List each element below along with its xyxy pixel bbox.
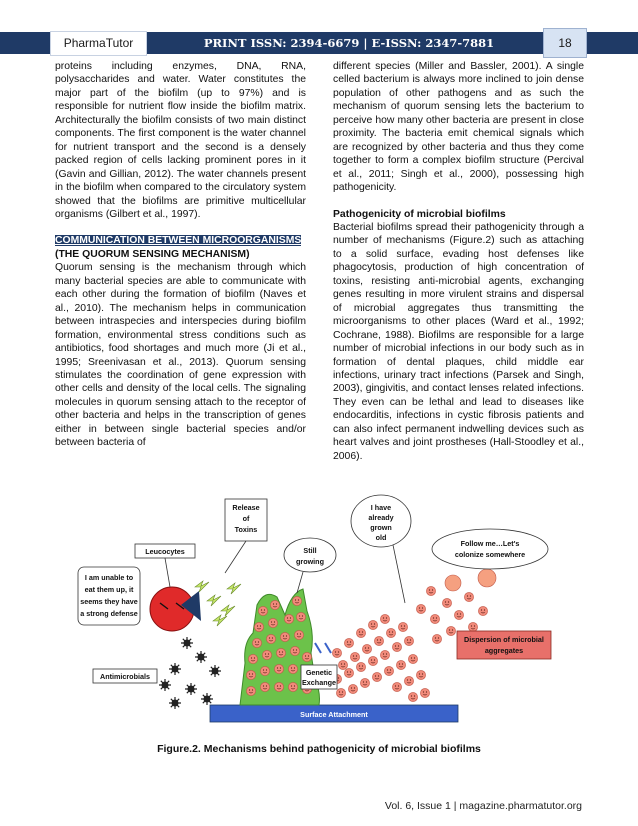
callout-leucocytes-label: Leucocytes bbox=[145, 547, 185, 556]
grown-old-line1: I have bbox=[370, 503, 392, 512]
still-growing-line2: growing bbox=[296, 557, 324, 566]
old-bacterium bbox=[445, 575, 461, 591]
left-paragraph-2: Quorum sensing is the mechanism through which many bacterial species are able to communicate with each other during the formation of biofilm (Naves et al., 2010). The mechanism helps in communication between intraspecies and interspecies during biofilm formation, environmental stress conditions such as antibiotics, food shortages and much more (Ji et al., 1995; Sreenivasan et al., 2013). Quorum sensing stimulates the coordination of gene expression with other cells and density of the local cells. The signaling molecules in quorum sensing attach to the receptor of other bacteria and helps in the transcription of genes either in between single bacterial species and/or between bacteria of bbox=[55, 262, 306, 449]
figure-caption: Figure.2. Mechanisms behind pathogenicity of microbial biofilms bbox=[157, 743, 481, 755]
section-heading-pathogenicity: Pathogenicity of microbial biofilms bbox=[333, 208, 506, 220]
right-column bbox=[333, 60, 584, 463]
grown-old-line4: old bbox=[375, 533, 387, 542]
callout-release-line2: of bbox=[242, 514, 250, 523]
speech-line1: I am unable to bbox=[84, 573, 134, 582]
speech-line2: eat them up, it bbox=[84, 585, 134, 594]
section-subheading-quorum: (THE QUORUM SENSING MECHANISM) bbox=[55, 248, 250, 260]
surface-attachment-label: Surface Attachment bbox=[300, 710, 368, 719]
callout-still-growing bbox=[284, 538, 336, 572]
grown-old-line2: already bbox=[368, 513, 394, 522]
grown-old-line3: grown bbox=[370, 523, 392, 532]
leader-bacterium bbox=[478, 569, 496, 587]
genetic-exchange-line1: Genetic bbox=[305, 668, 333, 677]
speech-line3: seems they have bbox=[80, 597, 138, 606]
still-growing-line1: Still bbox=[303, 546, 317, 555]
dispersion-line2: aggregates bbox=[484, 646, 524, 655]
gene-transfer-marks bbox=[315, 643, 331, 653]
antimicrobial-particles bbox=[159, 637, 221, 709]
follow-me-line2: colonize somewhere bbox=[454, 550, 526, 559]
antimicrobials-label: Antimicrobials bbox=[100, 672, 150, 681]
speech-line4: a strong defense bbox=[80, 609, 138, 618]
issn-line: PRINT ISSN: 2394-6679 | E-ISSN: 2347-7881 bbox=[203, 36, 495, 50]
callout-follow-me bbox=[432, 529, 548, 569]
toxin-bolts bbox=[195, 581, 241, 626]
left-column bbox=[55, 60, 306, 450]
left-paragraph-1: proteins including enzymes, DNA, RNA, polysaccharides and water. Water constitutes the major part of the biofilm (up to 97%) and is responsible for nutrient flow inside the biofilm matrix. Architecturally the biofilm consists of two main distinct components. The first component is the water channel for nutrient transport and the second is a densely packed region of cells lacking prominent pores in it (Gavin and Gillian, 2012). The water channels present in the biofilm when compared to the circulatory system showed that the biofilms are primitive multicellular organisms (Gilbert et al., 1997). bbox=[55, 61, 306, 220]
callout-release-line3: Toxins bbox=[234, 525, 258, 534]
bacterial-cluster bbox=[332, 614, 429, 701]
follow-me-line1: Follow me…Let's bbox=[460, 539, 520, 548]
page-footer: Vol. 6, Issue 1 | magazine.pharmatutor.org bbox=[384, 800, 582, 812]
biofilm-pathogenicity-figure bbox=[75, 493, 553, 736]
page-number: 18 bbox=[543, 28, 587, 58]
right-paragraph-2: Bacterial biofilms spread their pathogenicity through a number of mechanisms (Figure.2) such as attaching to a solid surface, evading host defenses like phagocytosis, production of high concentration of toxins, resisting anti-microbial agents, exchanging genes resulting in more virulent strains and dispersal of microbial aggregates thus transmitting the microorganisms to other places (Ward et al., 1992; Cochrane, 1988). Biofilms are responsible for a large number of microbial infections in our body such as in formation of dental plaques, child middle ear infections, urinary tract infections (Parsek and Singh, 2003), gingivitis, and contact lenses related infections. They even can be lethal and lead to diseases like endocarditis, infections in cystic fibrosis patients and can also infect permanent indwelling devices such as heart valves and joint prostheses (Hall-Stoodley et al., 2006). bbox=[333, 221, 584, 462]
genetic-exchange-line2: Exchange bbox=[302, 678, 336, 687]
callout-release-line1: Release bbox=[232, 503, 260, 512]
dispersion-line1: Dispersion of microbial bbox=[464, 635, 544, 644]
journal-brand: PharmaTutor bbox=[50, 31, 147, 56]
right-paragraph-1: different species (Miller and Bassler, 2001). A single celled bacterium is always more inclined to join dense population of other pathogens and as such the mechanism of quorum sensing lets the bacterium to perceive how many other bacteria are present in close proximity. The bacteria emit chemical signals which are recognized by other bacteria and thus they come together to form a complex biofilm structure (Percival et al., 2011; Singh et al., 2000), possessing high pathogenicity. bbox=[333, 61, 584, 194]
section-heading-communication: COMMUNICATION BETWEEN MICROORGANISMS bbox=[55, 235, 302, 247]
